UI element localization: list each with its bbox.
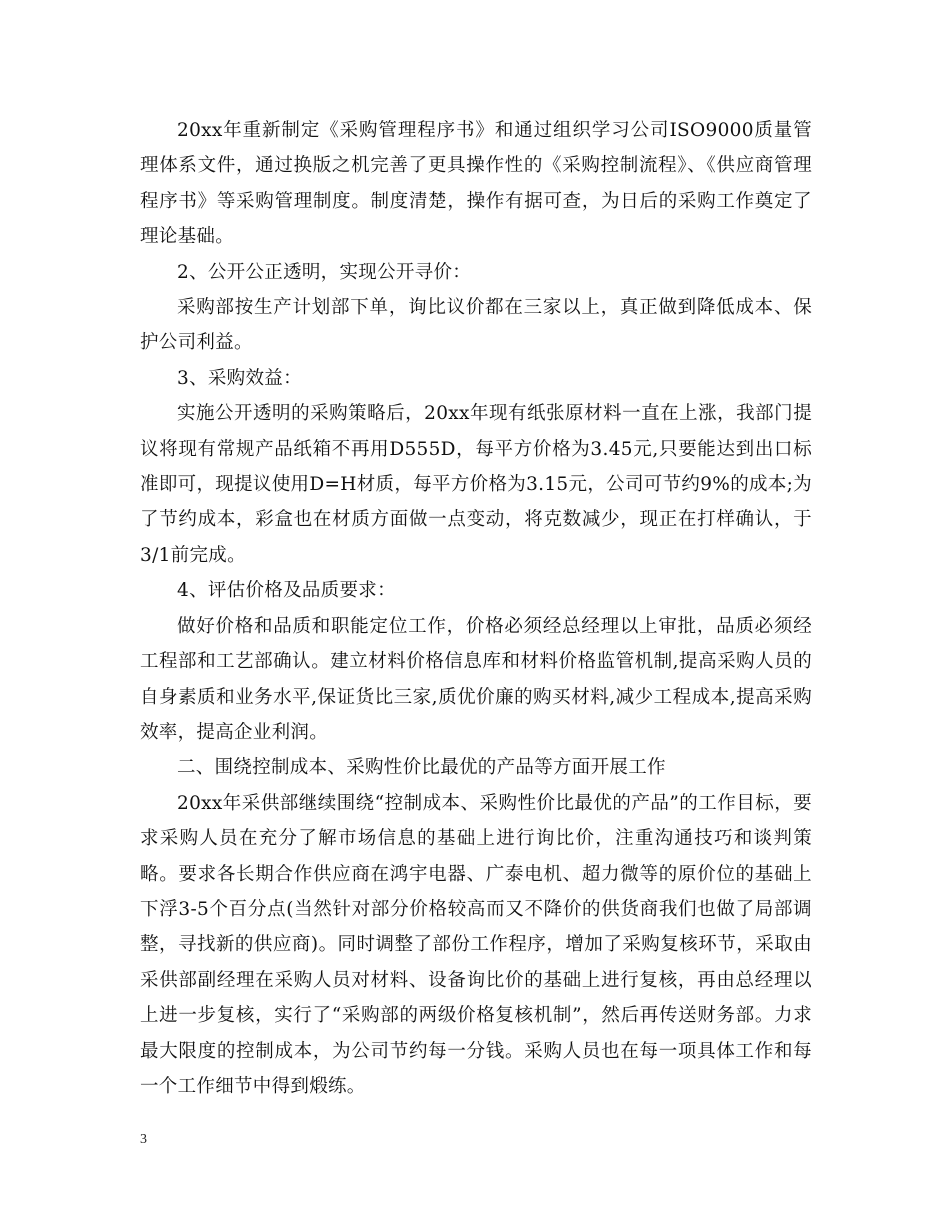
heading-price-quality: 4、评估价格及品质要求： [177, 580, 396, 602]
heading-procurement-benefit: 3、采购效益： [177, 367, 302, 389]
heading-open-pricing: 2、公开公正透明，实现公开寻价： [177, 261, 472, 283]
paragraph-procurement-benefit: 实施公开透明的采购策略后，20xx年现有纸张原材料一直在上涨，我部门提议将现有常规产品纸箱不再用D555D，每平方价格为3.45元,只要能达到出口标准即可，现提议使用D=H材质，每平方价格为3.15元，公司可节约9%的成本;为了节约成本，彩盒也在材质方面做一点变动，将克数减少，现正在打样确认，于3/1前完成。 [140, 403, 813, 566]
paragraph-cost-control: 20xx年采供部继续围绕“控制成本、采购性价比最优的产品”的工作目标，要求采购人员在充分了解市场信息的基础上进行询比价，注重沟通技巧和谈判策略。要求各长期合作供应商在鸿宇电器、广泰电机、超力微等的原价位的基础上下浮3-5个百分点(当然针对部分价格较高而又不降价的供货商我们也做了局部调整，寻找新的供应商)。同时调整了部份工作程序，增加了采购复核环节，采取由采供部副经理在采购人员对材料、设备询比价的基础上进行复核，再由总经理以上进一步复核，实行了“采购部的两级价格复核机制”，然后再传送财务部。力求最大限度的控制成本，为公司节约每一分钱。采购人员也在每一项具体工作和每一个工作细节中得到煅练。 [140, 792, 812, 1097]
paragraph-price-quality: 做好价格和品质和职能定位工作，价格必须经总经理以上审批，品质必须经工程部和工艺部确认。建立材料价格信息库和材料价格监管机制,提高采购人员的自身素质和业务水平,保证货比三家,质优价廉的购买材料,减少工程成本,提高采购效率，提高企业利润。 [140, 615, 812, 743]
page-number: 3 [140, 1132, 147, 1147]
body-text [140, 113, 812, 1104]
paragraph-procurement-docs: 20xx年重新制定《采购管理程序书》和通过组织学习公司ISO9000质量管理体系文件，通过换版之机完善了更具操作性的《采购控制流程》、《供应商管理程序书》等采购管理制度。制度清楚，操作有据可查，为日后的采购工作奠定了理论基础。 [140, 120, 812, 248]
heading-cost-control: 二、围绕控制成本、采购性价比最优的产品等方面开展工作 [177, 757, 666, 779]
paragraph-open-pricing: 采购部按生产计划部下单，询比议价都在三家以上，真正做到降低成本、保护公司利益。 [140, 297, 812, 354]
